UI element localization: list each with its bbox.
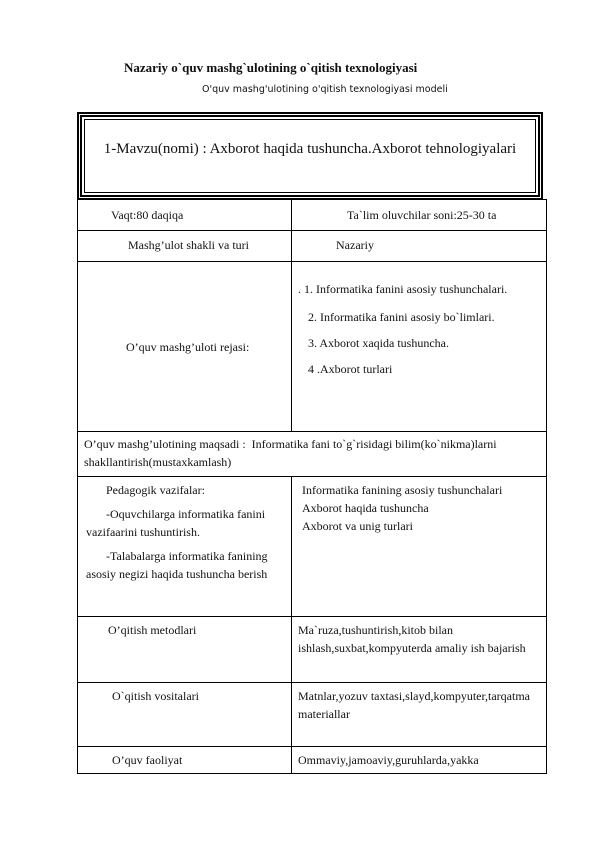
plan-item: . 1. Informatika fanini asosiy tushunchalari. (298, 282, 508, 296)
activity-value: Ommaviy,jamoaviy,guruhlarda,yakka (298, 753, 479, 767)
topic-title: 1-Mavzu(nomi) : Axborot haqida tushuncha.Axborot tehnologiyalari (103, 141, 517, 157)
ped-title: Pedagogik vazifalar: (106, 483, 205, 497)
table-row (78, 200, 547, 231)
table-row (78, 477, 547, 617)
students-cell (292, 200, 547, 231)
form-value: Nazariy (336, 238, 374, 252)
students-label: Ta`lim oluvchilar soni:25-30 ta (347, 208, 497, 222)
ped-tasks-cell (78, 477, 292, 617)
plan-label: O’quv mashg’uloti rejasi: (126, 339, 250, 354)
time-label: Vaqt:80 daqiqa (111, 208, 184, 222)
ped-result: Axborot haqida tushuncha (302, 501, 429, 515)
form-label: Mashg’ulot shakli va turi (128, 238, 249, 252)
page-title: Nazariy o`quv mashg`ulotining o`qitish texnologiyasi (124, 60, 418, 75)
methods-value-cell (292, 617, 547, 683)
ped-task: -Oquvchilarga informatika fanini vazifaarini tushuntirish. (86, 507, 266, 539)
time-cell (78, 200, 292, 231)
methods-label-cell (78, 617, 292, 683)
tools-label-cell (78, 683, 292, 747)
activity-value-cell (292, 747, 547, 774)
activity-label-cell (78, 747, 292, 774)
plan-item: 2. Informatika fanini asosiy bo`limlari. (308, 310, 495, 324)
form-value-cell (292, 231, 547, 262)
ped-task: -Talabalarga informatika fanining asosiy negizi haqida tushuncha berish (86, 549, 268, 581)
table-row (78, 683, 547, 747)
goal-text: Informatika fani to`g`risidagi bilim(ko`nikma)larni shakllantirish(mustaxkamlash) (84, 437, 497, 469)
table-row (78, 432, 547, 477)
table-row (78, 747, 547, 774)
ped-result: Axborot va unig turlari (302, 519, 413, 533)
tools-value-cell (292, 683, 547, 747)
goal-cell (78, 432, 547, 477)
methods-label: O’qitish metodlari (108, 623, 197, 637)
goal-label: O’quv mashg’ulotining maqsadi : (84, 437, 246, 451)
topic-box (77, 112, 543, 200)
tools-label: O`qitish vositalari (112, 689, 199, 703)
methods-value: Ma`ruza,tushuntirish,kitob bilan ishlash,suxbat,kompyuterda amaliy ish bajarish (298, 623, 526, 655)
table-row (78, 262, 547, 432)
lesson-table (77, 199, 547, 774)
form-label-cell (78, 231, 292, 262)
tools-value: Matnlar,yozuv taxtasi,slayd,kompyuter,tarqatma materiallar (298, 689, 530, 721)
ped-results-cell (292, 477, 547, 617)
activity-label: O’quv faoliyat (112, 753, 183, 767)
table-row (78, 231, 547, 262)
table-row (78, 617, 547, 683)
page-subtitle: O'quv mashg'ulotining o'qitish texnologiyasi modeli (202, 84, 448, 95)
plan-items-cell (292, 262, 547, 432)
plan-label-cell (78, 262, 292, 432)
plan-item: 3. Axborot xaqida tushuncha. (308, 336, 449, 350)
plan-item: 4 .Axborot turlari (308, 362, 393, 376)
ped-result: Informatika fanining asosiy tushunchalari (302, 483, 503, 497)
